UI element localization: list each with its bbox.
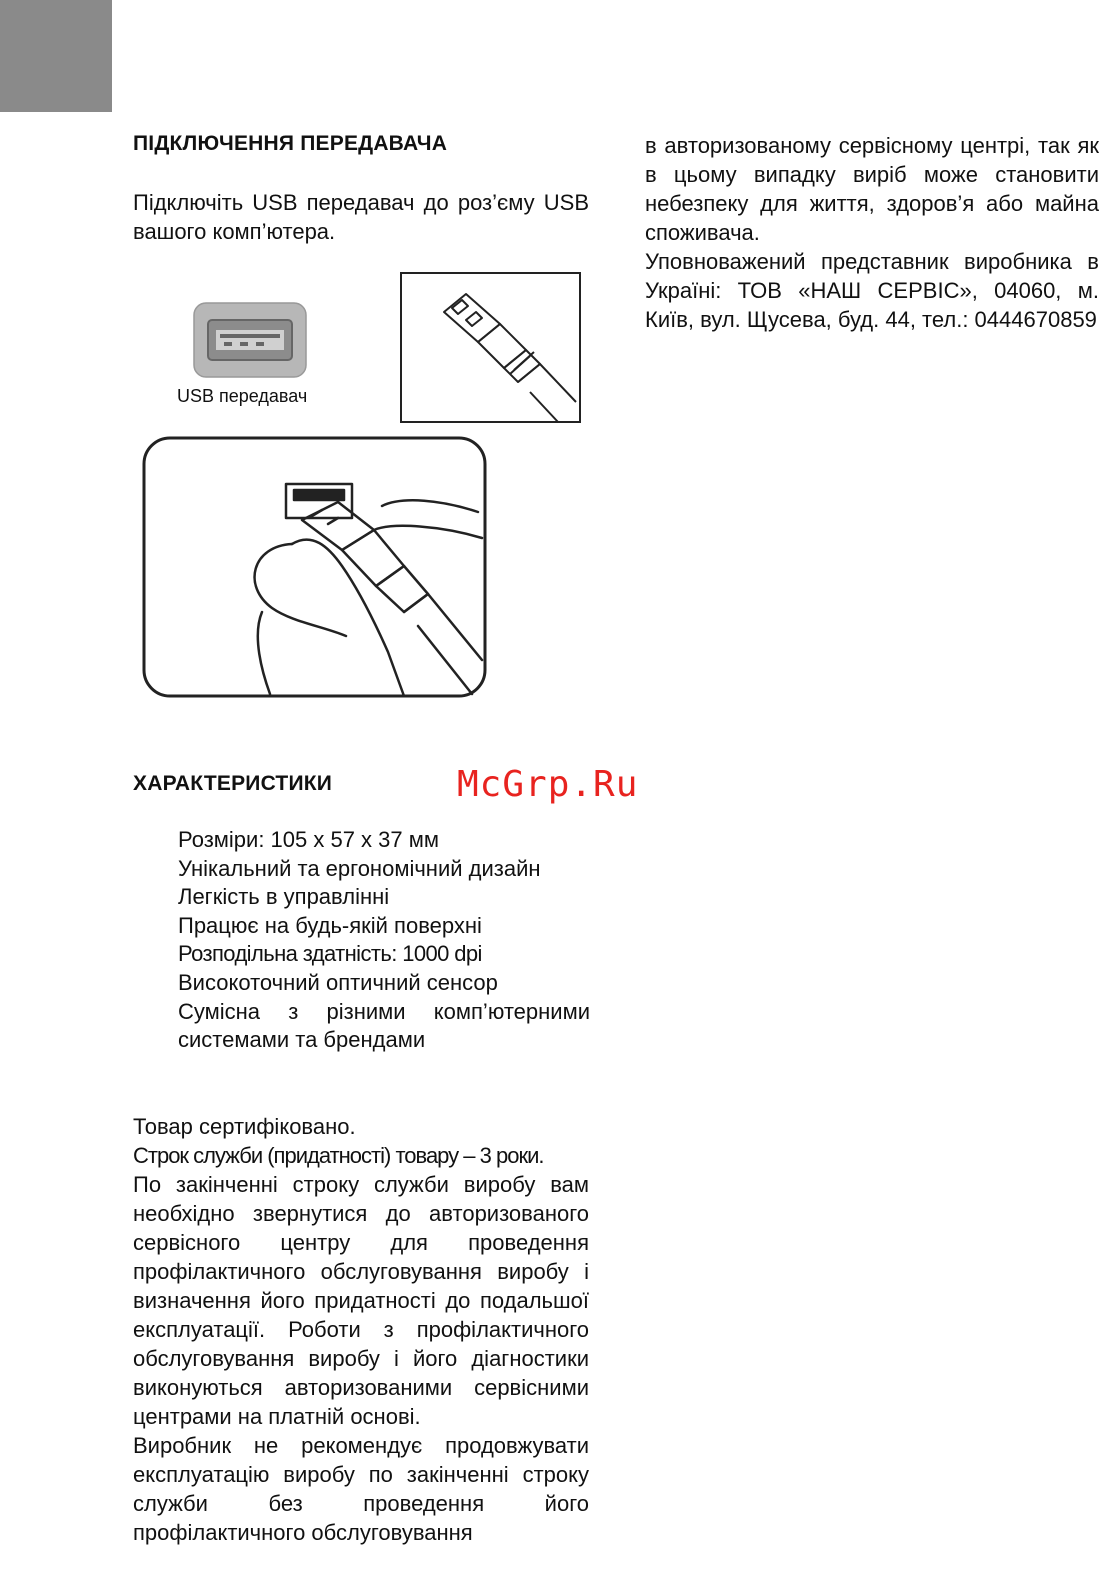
usb-insertion-illustration bbox=[142, 436, 487, 698]
usb-receiver-illustration bbox=[190, 300, 310, 380]
service-info bbox=[133, 1112, 589, 1547]
section-heading-connection: ПІДКЛЮЧЕННЯ ПЕРЕДАВАЧА bbox=[133, 132, 448, 155]
right-column bbox=[645, 131, 1099, 334]
usb-plug-illustration bbox=[400, 272, 582, 424]
spec-item: Сумісна з різними комп’ютерними системами та брендами bbox=[178, 998, 590, 1053]
spec-item: Розподільна здатність: 1000 dpi bbox=[178, 941, 482, 967]
specs-list bbox=[178, 826, 590, 1055]
spec-item: Високоточний оптичний сенсор bbox=[178, 969, 498, 995]
watermark: McGrp.Ru bbox=[457, 764, 639, 805]
lifetime-text: Строк служби (придатності) товару – 3 роки. bbox=[133, 1143, 544, 1168]
right-paragraph-2: Уповноважений представник виробника в Україні: ТОВ «НАШ СЕРВІС», 04060, м. Київ, вул. Щусева, буд. 44, тел.: 0444670859 bbox=[645, 249, 1099, 332]
spec-item: Розміри: 105 x 57 x 37 мм bbox=[178, 827, 440, 852]
usb-receiver-caption: USB передавач bbox=[177, 386, 308, 406]
connection-instructions bbox=[133, 188, 589, 246]
right-paragraph-1: в авторизованому сервісному центрі, так як в цьому випадку виріб може становити небезпеку для життя, здоров’я або майна споживача. bbox=[645, 133, 1099, 245]
service-paragraph-2: Виробник не рекомендує продовжувати експлуатацію виробу по закінченні строку служби без проведення його профілактичного обслуговування bbox=[133, 1433, 589, 1545]
connection-text: Підключіть USB передавач до роз’єму USB вашого комп’ютера. bbox=[133, 190, 589, 244]
service-paragraph-1: По закінченні строку служби виробу вам необхідно звернутися до авторизованого сервісного центру для проведення профілактичного обслуговування виробу і визначення його придатності до подальшої експлуатації. Роботи з профілактичного обслуговування виробу і його діагностики виконуються авторизованими сервісними центрами на платній основі. bbox=[133, 1172, 589, 1429]
spec-item: Працює на будь-якій поверхні bbox=[178, 912, 482, 938]
spec-item: Легкість в управлінні bbox=[178, 884, 390, 910]
certified-text: Товар сертифіковано. bbox=[133, 1114, 356, 1139]
corner-tab bbox=[0, 0, 112, 112]
section-heading-specs: ХАРАКТЕРИСТИКИ bbox=[133, 772, 333, 795]
spec-item: Унікальний та ергономічний дизайн bbox=[178, 855, 541, 881]
